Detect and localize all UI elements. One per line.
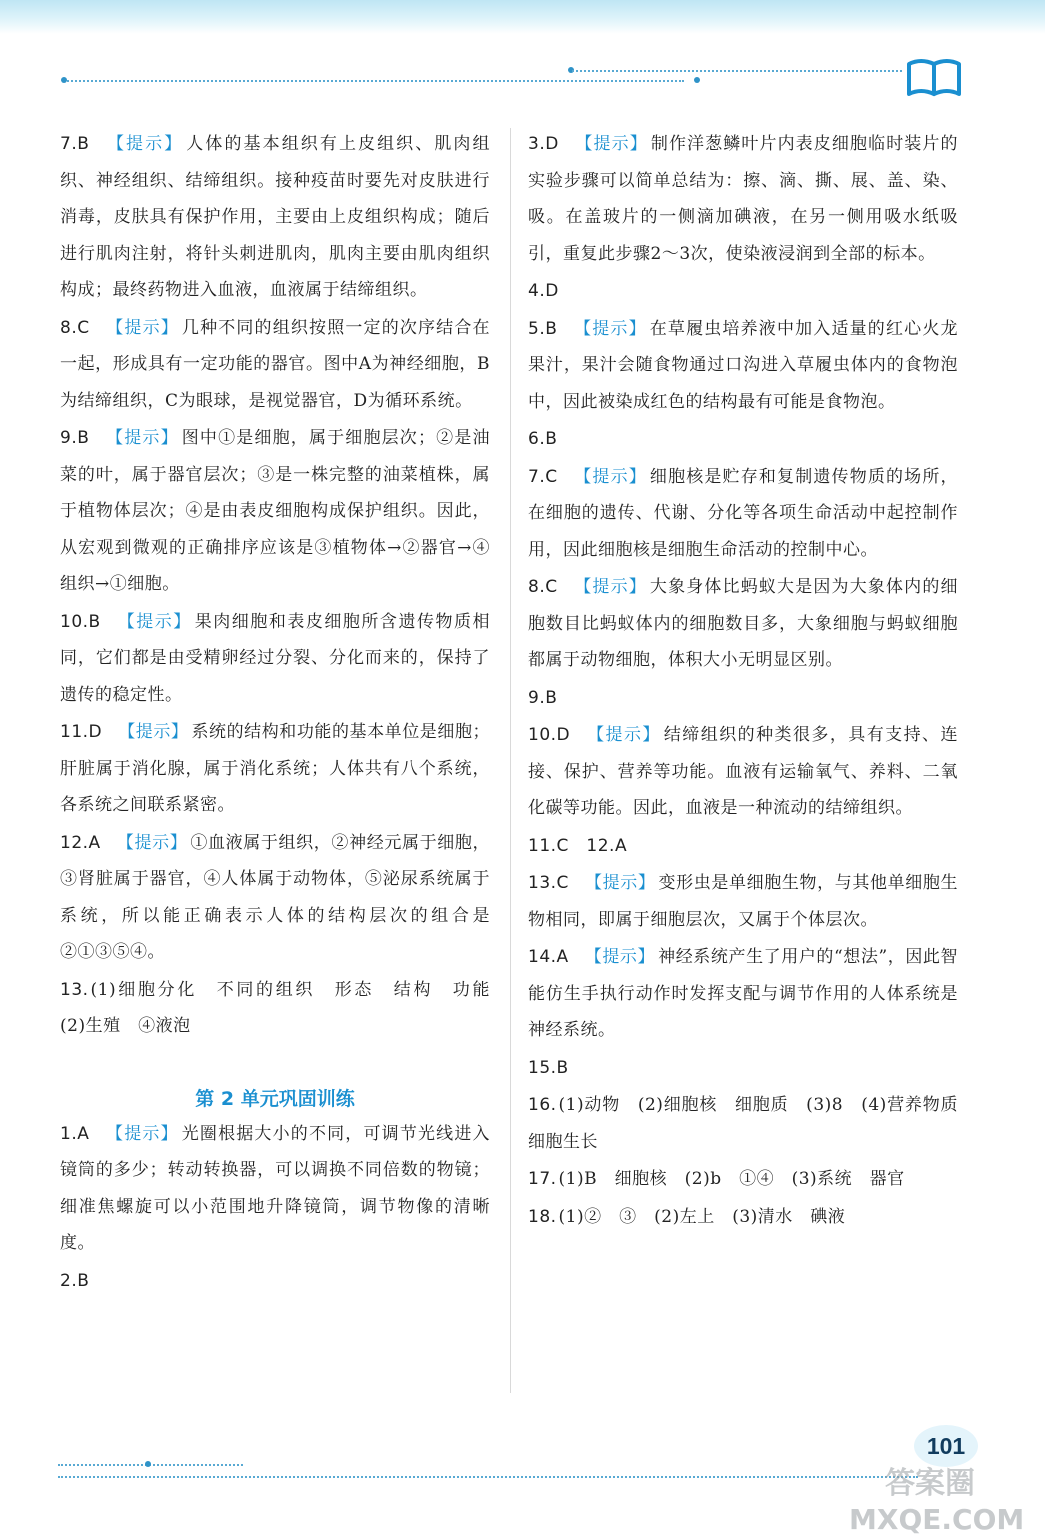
answer-explanation: 人体的基本组织有上皮组织、肌肉组织、神经组织、结缔组织。接种疫苗时要先对皮肤进行消毒，皮肤具有保护作用，主要由上皮组织构成；随后进行肌肉注射，将针头刺进肌肉，肌肉主要由肌肉组织构成；最终药物进入血液，血液属于结缔组织。 xyxy=(60,134,491,300)
answer-item xyxy=(60,1116,490,1262)
answer-item xyxy=(528,828,958,865)
answer-number: 13. xyxy=(60,979,89,1000)
answer-item xyxy=(528,865,958,938)
answer-item xyxy=(60,126,490,309)
answer-number: 5.B xyxy=(528,318,558,339)
answer-number: 18. xyxy=(528,1206,557,1227)
answer-item xyxy=(528,1161,958,1198)
answer-explanation: (1)动物 (2)细胞核 细胞质 (3)8 (4)营养物质 细胞生长 xyxy=(528,1095,976,1152)
answer-number: 15.B xyxy=(528,1057,569,1078)
answer-item xyxy=(528,939,958,1049)
answer-explanation: 系统的结构和功能的基本单位是细胞；肝脏属于消化腺，属于消化系统；人体共有八个系统，各系统之间联系紧密。 xyxy=(60,722,491,815)
right-column xyxy=(528,126,976,1236)
hint-label: 【提示】 xyxy=(105,428,179,448)
answer-explanation: 神经系统产生了用户的“想法”，因此智能仿生手执行动作时发挥支配与调节作用的人体系统是神经系统。 xyxy=(528,947,959,1040)
answer-item xyxy=(528,1199,958,1236)
footer-dot xyxy=(145,1461,151,1467)
answer-item xyxy=(528,680,958,717)
answer-explanation: 图中①是细胞，属于细胞层次；②是油菜的叶，属于器官层次；③是一株完整的油菜植株，属于植物体层次；④是由表皮细胞构成保护组织。因此，从宏观到微观的正确排序应该是③植物体→②器官→④组织→①细胞。 xyxy=(60,428,490,594)
open-book-icon xyxy=(905,56,963,98)
hint-label: 【提示】 xyxy=(574,134,648,154)
answer-number: 8.C xyxy=(60,317,90,338)
answer-explanation: (1)B 细胞核 (2)b ①④ (3)系统 器官 xyxy=(558,1169,905,1189)
answer-item xyxy=(60,310,490,420)
hint-label: 【提示】 xyxy=(584,873,656,893)
answer-explanation: (1)细胞分化 不同的组织 形态 结构 功能 (2)生殖 ④液泡 xyxy=(60,979,508,1036)
answer-explanation: ①血液属于组织，②神经元属于细胞，③肾脏属于器官，④人体属于动物体，⑤泌尿系统属于系统，所以能正确表示人体的结构层次的组合是②①③⑤④。 xyxy=(60,832,491,962)
answer-number: 10.B xyxy=(60,611,101,632)
answer-number: 12.A xyxy=(60,832,101,853)
answer-number: 9.B xyxy=(60,428,90,448)
answer-explanation: 果肉细胞和表皮细胞所含遗传物质相同，它们都是由受精卵经过分裂、分化而来的，保持了遗传的稳定性。 xyxy=(60,611,491,705)
section-title: 第 2 单元巩固训练 xyxy=(195,1087,355,1110)
answer-item xyxy=(528,1087,976,1160)
answer-item xyxy=(60,972,508,1045)
answer-number: 2.B xyxy=(60,1270,90,1291)
header-dot xyxy=(61,77,67,83)
answer-item xyxy=(528,1050,958,1087)
answer-item xyxy=(60,825,490,971)
hint-label: 【提示】 xyxy=(573,577,647,597)
answer-number: 3.D xyxy=(528,134,559,154)
answer-explanation: 几种不同的组织按照一定的次序结合在一起，形成具有一定功能的器官。图中A为神经细胞，B为结缔组织，C为眼球，是视觉器官，D为循环系统。 xyxy=(60,317,491,411)
answer-number: 7.B xyxy=(60,134,90,154)
answer-number: 11.C 12.A xyxy=(528,835,628,856)
answer-item xyxy=(528,126,958,272)
hint-label: 【提示】 xyxy=(105,134,184,154)
header-dot xyxy=(694,77,700,83)
answer-number: 17. xyxy=(528,1169,557,1189)
answer-item xyxy=(528,421,958,458)
answer-number: 16. xyxy=(528,1095,557,1115)
answer-explanation: 大象身体比蚂蚁大是因为大象体内的细胞数目比蚂蚁体内的细胞数目多，大象细胞与蚂蚁细胞都属于动物细胞，体积大小无明显区别。 xyxy=(528,577,959,670)
answer-number: 8.C xyxy=(528,577,558,597)
answer-explanation: 变形虫是单细胞生物，与其他单细胞生物相同，即属于细胞层次，又属于个体层次。 xyxy=(528,873,959,930)
hint-label: 【提示】 xyxy=(586,725,661,745)
answer-item xyxy=(60,1263,490,1300)
answer-explanation: (1)② ③ (2)左上 (3)清水 碘液 xyxy=(558,1206,846,1227)
hint-label: 【提示】 xyxy=(105,1123,179,1144)
hint-label: 【提示】 xyxy=(118,722,189,742)
hint-label: 【提示】 xyxy=(105,317,179,338)
header-band xyxy=(0,0,1045,34)
left-column xyxy=(60,126,508,1300)
answer-item xyxy=(60,714,490,824)
answer-item xyxy=(528,569,958,679)
answer-explanation: 结缔组织的种类很多，具有支持、连接、保护、营养等功能。血液有运输氧气、养料、二氧化碳等功能。因此，血液是一种流动的结缔组织。 xyxy=(528,725,959,818)
answer-number: 6.B xyxy=(528,429,558,449)
answer-number: 9.B xyxy=(528,687,558,708)
answer-number: 4.D xyxy=(528,281,559,301)
section-spacer xyxy=(60,1046,490,1074)
answer-item xyxy=(528,311,958,421)
answer-number: 1.A xyxy=(60,1123,90,1144)
answer-number: 14.A xyxy=(528,947,569,967)
answer-explanation: 在草履虫培养液中加入适量的红心火龙果汁，果汁会随食物通过口沟进入草履虫体内的食物泡中，因此被染成红色的结构最有可能是食物泡。 xyxy=(528,318,958,412)
watermark-text: 答案圈 xyxy=(885,1466,975,1501)
hint-label: 【提示】 xyxy=(573,318,647,339)
answer-explanation: 制作洋葱鳞叶片内表皮细胞临时装片的实验步骤可以简单总结为：擦、滴、撕、展、盖、染、吸。在盖玻片的一侧滴加碘液，在另一侧用吸水纸吸引，重复此步骤2～3次，使染液浸润到全部的标本。 xyxy=(528,134,959,264)
hint-label: 【提示】 xyxy=(584,947,656,967)
answer-item xyxy=(528,459,958,569)
hint-label: 【提示】 xyxy=(116,611,192,632)
hint-label: 【提示】 xyxy=(116,832,188,853)
answer-explanation: 细胞核是贮存和复制遗传物质的场所，在细胞的遗传、代谢、分化等各项生命活动中起控制作用，因此细胞核是细胞生命活动的控制中心。 xyxy=(528,466,959,560)
answer-explanation: 光圈根据大小的不同，可调节光线进入镜筒的多少；转动转换器，可以调换不同倍数的物镜；细准焦螺旋可以小范围地升降镜筒，调节物像的清晰度。 xyxy=(60,1123,491,1253)
answer-number: 13.C xyxy=(528,873,569,893)
page-number: 101 xyxy=(926,1433,966,1459)
answer-number: 10.D xyxy=(528,725,571,745)
answer-item xyxy=(60,604,490,714)
header-dotted-rule-left xyxy=(64,80,684,82)
hint-label: 【提示】 xyxy=(573,466,647,487)
answer-item xyxy=(528,273,958,310)
column-divider xyxy=(510,128,511,1393)
answer-item xyxy=(60,420,490,603)
watermark-logo xyxy=(845,1455,1045,1536)
answer-number: 7.C xyxy=(528,466,558,487)
footer-dotted-rule-bottom xyxy=(58,1476,918,1478)
watermark-url: MXQE.COM xyxy=(849,1503,1025,1536)
header-dotted-rule-right xyxy=(572,70,902,72)
answer-number: 11.D xyxy=(60,722,103,742)
answer-item xyxy=(528,717,958,827)
